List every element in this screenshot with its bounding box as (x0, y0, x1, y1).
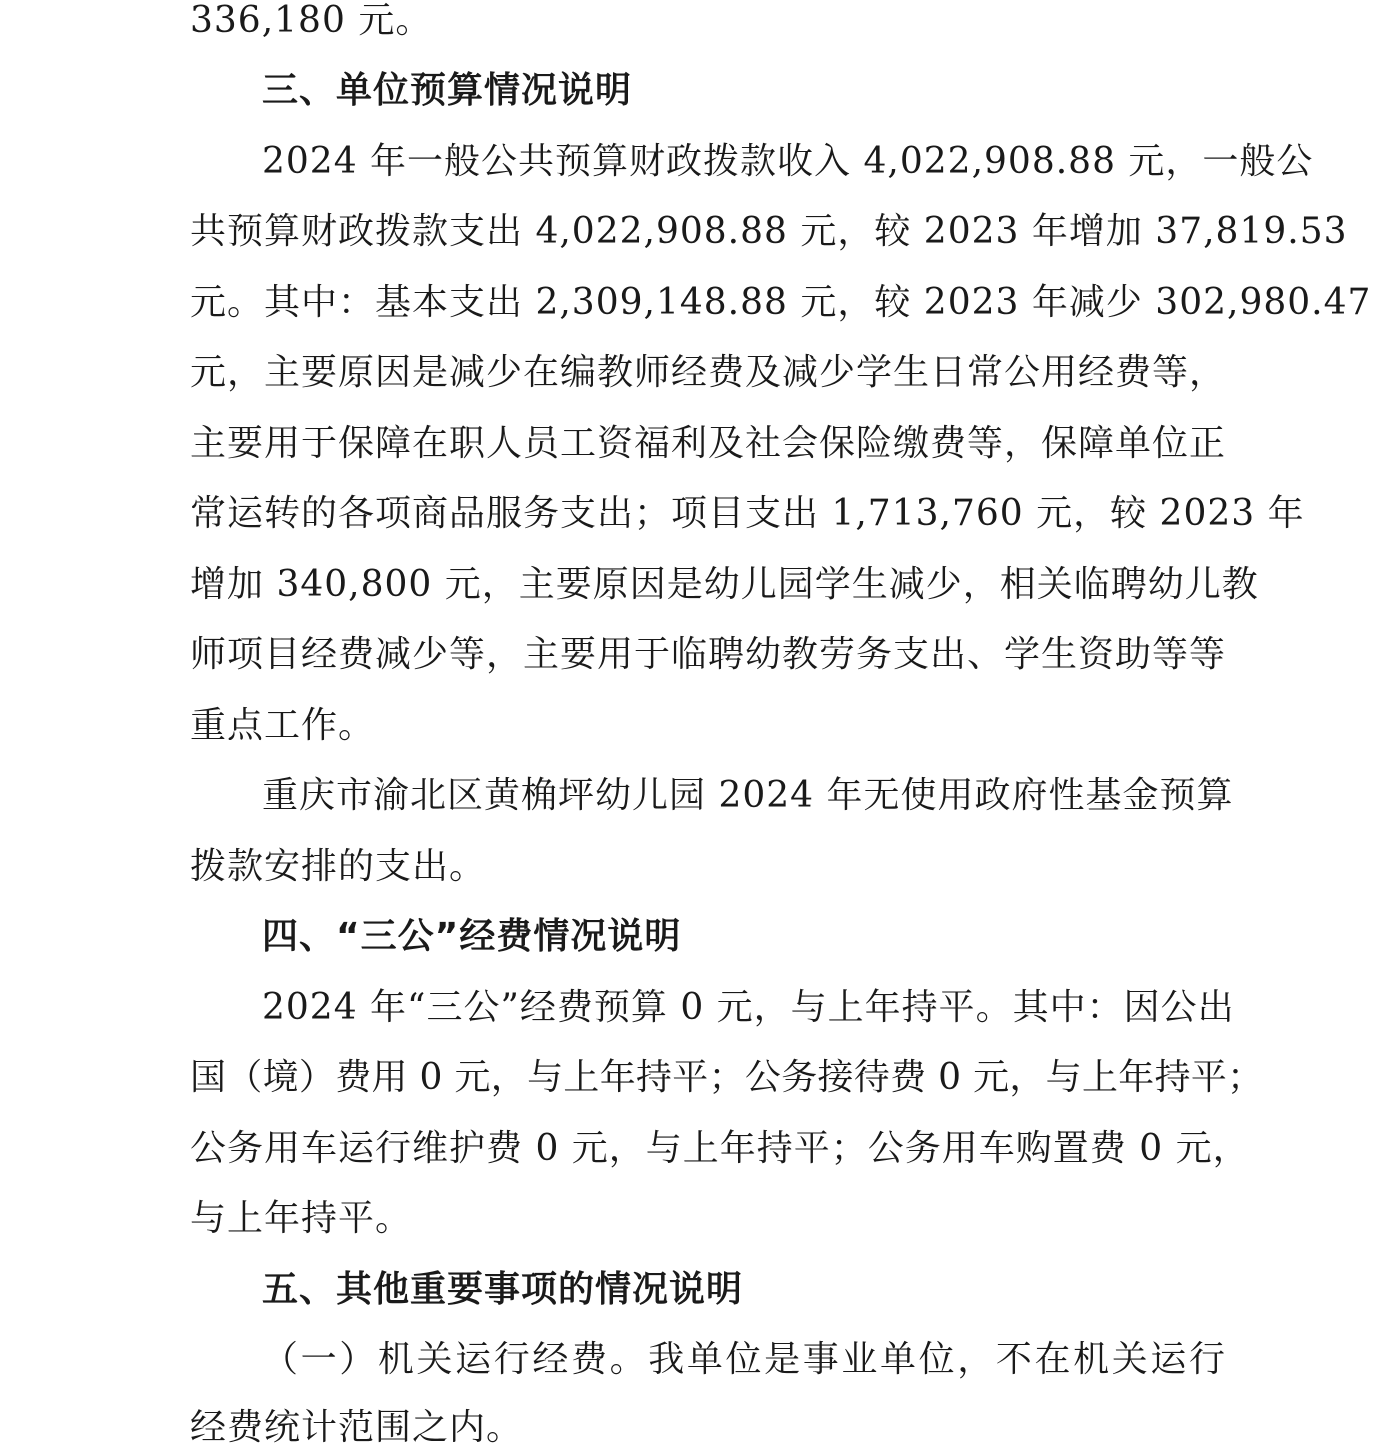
text-line: 经费统计范围之内。 (190, 1407, 524, 1448)
text-line: 增加 340,800 元，主要原因是幼儿园学生减少，相关临聘幼儿教 (190, 564, 1259, 605)
text-line: 元，主要原因是减少在编教师经费及减少学生日常公用经费等， (190, 352, 1227, 393)
text-line: 公务用车运行维护费 0 元，与上年持平；公务用车购置费 0 元， (190, 1128, 1250, 1169)
text-line: （一）机关运行经费。我单位是事业单位，不在机关运行 (262, 1339, 1226, 1380)
text-line: 重庆市渝北区黄桷坪幼儿园 2024 年无使用政府性基金预算 (262, 775, 1234, 816)
text-line: 2024 年“三公”经费预算 0 元，与上年持平。其中：因公出 (262, 987, 1235, 1028)
text-line: 元。其中：基本支出 2,309,148.88 元，较 2023 年减少 302,980.47 (190, 282, 1372, 323)
text-line: 国（境）费用 0 元，与上年持平；公务接待费 0 元，与上年持平； (190, 1057, 1264, 1098)
text-line: 重点工作。 (190, 705, 376, 746)
section-heading-3: 三、单位预算情况说明 (262, 70, 633, 111)
section-heading-4: 四、“三公”经费情况说明 (262, 916, 682, 957)
text-line: 336,180 元。 (190, 0, 433, 41)
text-line: 常运转的各项商品服务支出；项目支出 1,713,760 元，较 2023 年 (190, 493, 1305, 534)
text-line: 主要用于保障在职人员工资福利及社会保险缴费等，保障单位正 (190, 423, 1227, 464)
text-line: 共预算财政拨款支出 4,022,908.88 元，较 2023 年增加 37,819.53 (190, 211, 1348, 252)
text-line: 与上年持平。 (190, 1198, 413, 1239)
text-line: 2024 年一般公共预算财政拨款收入 4,022,908.88 元，一般公 (262, 141, 1314, 182)
section-heading-5: 五、其他重要事项的情况说明 (262, 1269, 744, 1310)
text-line: 拨款安排的支出。 (190, 846, 487, 887)
text-line: 师项目经费减少等，主要用于临聘幼教劳务支出、学生资助等等 (190, 634, 1227, 675)
